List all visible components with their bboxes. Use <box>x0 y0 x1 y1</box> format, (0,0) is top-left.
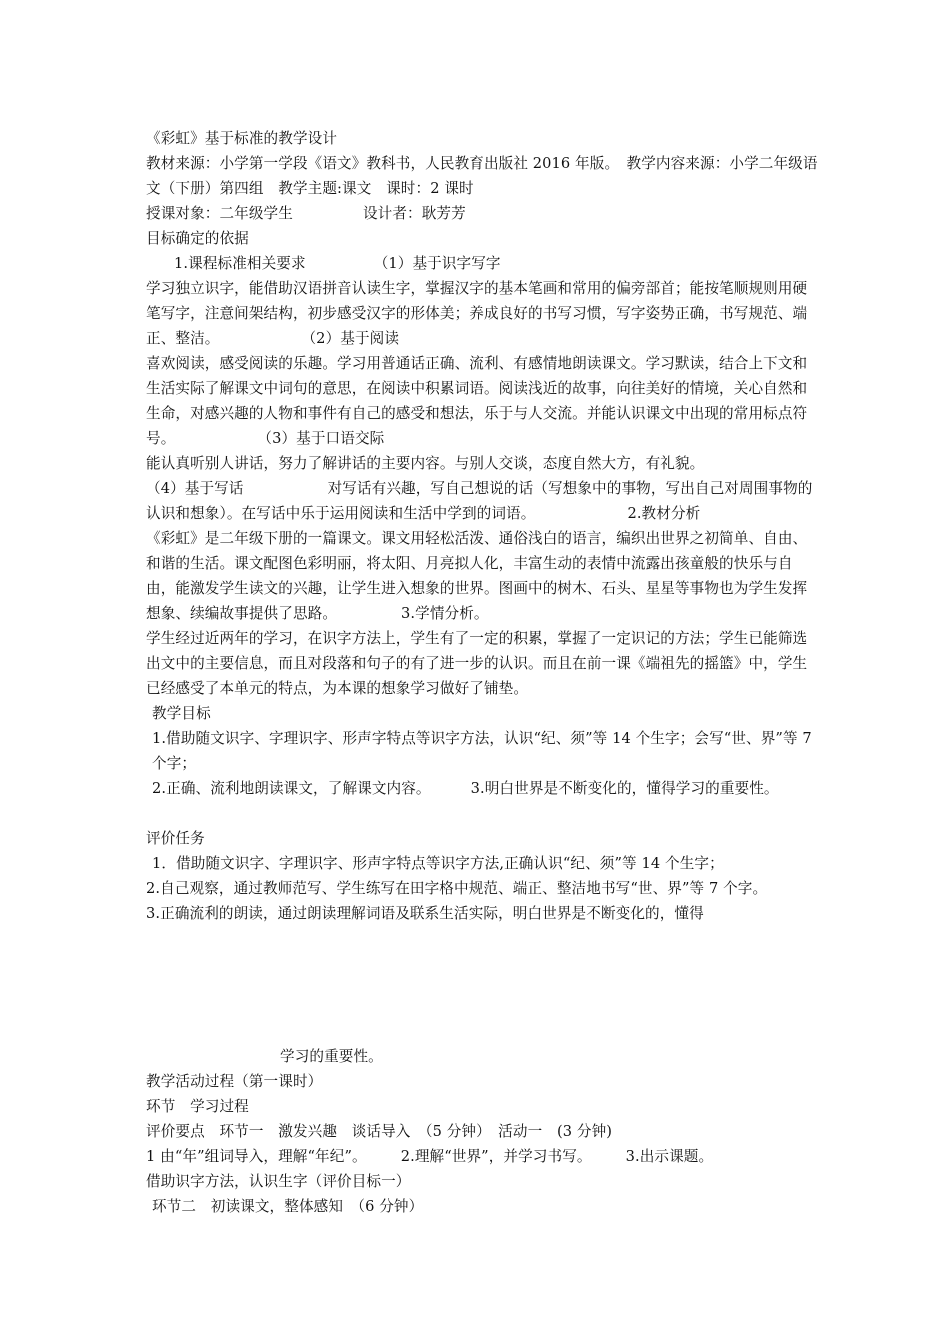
goal-3: 3.明白世界是不断变化的，懂得学习的重要性。 <box>470 780 779 797</box>
para-reading: 喜欢阅读，感受阅读的乐趣。学习用普通话正确、流利、有感情地朗读课文。学习默读，结合上下文和生活实际了解课文中词句的意思，在阅读中积累词语。阅读浅近的故事，向往美好的情境，关心自然和生命，对感兴趣的人物和事件有自己的感受和想法，乐于与人交流。并能认识课文中出现的常用标点符号。 （3）基于口语交际 <box>146 355 808 447</box>
para-text-analysis: 《彩虹》是二年级下册的一篇课文。课文用轻松活泼、通俗浅白的语言，编织出世界之初简单、自由、和谐的生活。课文配图色彩明丽，将太阳、月亮拟人化，丰富生动的表情中流露出孩童般的快乐与自由，能激发学生读文的兴趣，让学生进入想象的世界。图画中的树木、石头、星星等事物也为学生发挥想象、续编故事提供了思路。 3.学情分析。 <box>146 530 808 622</box>
para-writing: （4）基于写话 对写话有兴趣，写自己想说的话（写想象中的事物，写出自己对周围事物的认识和想象）。在写话中乐于运用阅读和生活中学到的词语。 2.教材分析 <box>146 480 813 522</box>
goal-1: 1.借助随文识字、字理识字、形声字特点等识字方法，认识“纪、须”等 14 个生字；会写“世、界”等 7 个字； <box>152 730 812 772</box>
basis-3-sub: （3）基于口语交际 <box>257 430 385 447</box>
process-row-1: 评价要点 环节一 激发兴趣 谈话导入 （5 分钟） 活动一 (3 分钟) <box>146 1123 613 1140</box>
tasks-heading: 评价任务 <box>146 830 205 847</box>
designer: 设计者：耿芳芳 <box>362 205 466 222</box>
basis-1-sub: （1）基于识字写字 <box>373 255 501 272</box>
basis-1-label: 1.课程标准相关要求 <box>174 255 306 272</box>
document-title: 《彩虹》基于标准的教学设计 <box>146 130 338 147</box>
task-2: 2.自己观察，通过教师范写、学生练写在田字格中规范、端正、整洁地书写“世、界”等 7 个字。 <box>146 880 768 897</box>
basis-2-sub: （2）基于阅读 <box>301 330 400 347</box>
audience-designer-line <box>146 201 818 226</box>
goal-2-3-line <box>146 776 818 801</box>
basis-1-line <box>146 251 818 276</box>
para-oral: 能认真听别人讲话，努力了解讲话的主要内容。与别人交谈，态度自然大方，有礼貌。 <box>146 455 705 472</box>
document-body-part-2 <box>146 1044 818 1219</box>
para-literacy: 学习独立识字，能借助汉语拼音认读生字，掌握汉字的基本笔画和常用的偏旁部首；能按笔顺规则用硬笔写字，注意间架结构，初步感受汉字的形体美；养成良好的书写习惯，写字姿势正确，书写规范、端正、整洁。 （2）基于阅读 <box>146 280 808 347</box>
step-1: 1 由“年”组词导入，理解“年纪”。 <box>146 1148 367 1165</box>
process-columns: 环节 学习过程 <box>146 1098 249 1115</box>
task-3-continued: 学习的重要性。 <box>280 1048 383 1065</box>
para-students: 学生经过近两年的学习，在识字方法上，学生有了一定的积累，掌握了一定识记的方法；学生已能筛选出文中的主要信息，而且对段落和句子的有了进一步的认识。而且在前一课《端祖先的摇篮》中，学生已经感受了本单元的特点，为本课的想象学习做好了铺垫。 <box>146 630 808 697</box>
basis-3-label: 3.学情分析。 <box>401 605 489 622</box>
basis-heading: 目标确定的依据 <box>146 230 249 247</box>
spacer <box>146 801 818 826</box>
task-3: 3.正确流利的朗读，通过朗读理解词语及联系生活实际，明白世界是不断变化的，懂得 <box>146 905 704 922</box>
process-steps-line <box>146 1144 818 1169</box>
step-3: 3.出示课题。 <box>625 1148 714 1165</box>
goal-2: 2.正确、流利地朗读课文，了解课文内容。 <box>152 780 431 797</box>
basis-2-label: 2.教材分析 <box>627 505 701 522</box>
source-line: 教材来源：小学第一学段《语文》教科书，人民教育出版社 2016 年版。 教学内容来源：小学二年级语文（下册）第四组 教学主题:课文 课时：2 课时 <box>146 155 818 197</box>
task-1: 1．借助随文识字、字理识字、形声字特点等识字方法,正确认识“纪、须”等 14 个生字； <box>152 855 724 872</box>
process-row-2: 借助识字方法，认识生字（评价目标一） <box>146 1173 411 1190</box>
process-heading: 教学活动过程（第一课时） <box>146 1073 323 1090</box>
process-row-3: 环节二 初读课文，整体感知 （6 分钟） <box>152 1198 424 1215</box>
step-2: 2.理解“世界”，并学习书写。 <box>400 1148 592 1165</box>
basis-4-sub: （4）基于写话 <box>146 480 244 497</box>
goals-heading: 教学目标 <box>152 705 211 722</box>
document-body-part-1 <box>146 126 818 926</box>
audience: 授课对象：二年级学生 <box>146 205 293 222</box>
